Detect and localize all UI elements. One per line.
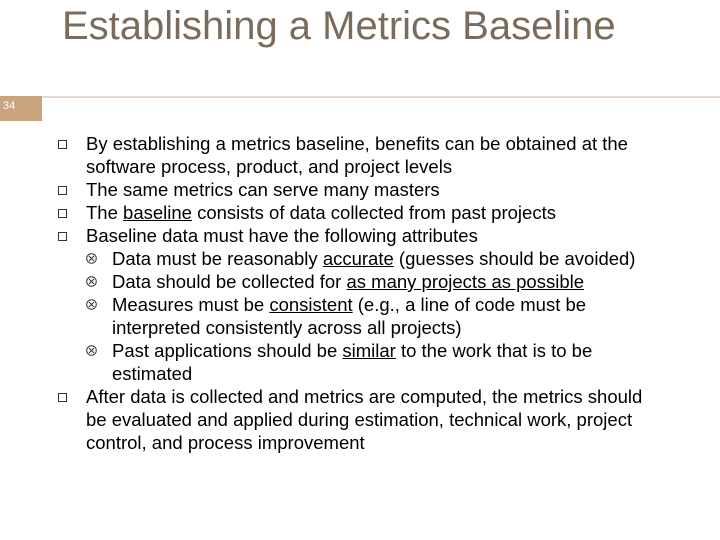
bullet-text-post: consists of data collected from past projects [191, 202, 556, 223]
bullet-text: Baseline data must have the following attributes [86, 225, 478, 246]
bullet-text: After data is collected and metrics are computed, the metrics should be evaluated and applied during estimation, technical work, project control, and process improvement [86, 386, 643, 453]
sub-bullet-text-post: to the work that is to be estimated [112, 340, 593, 384]
sub-list-item [58, 293, 658, 339]
bullet-text: The same metrics can serve many masters [86, 179, 440, 200]
circled-cross-bullet-icon [86, 299, 97, 310]
sub-bullet-text-underlined: similar [342, 340, 396, 361]
bullet-text-pre: The [86, 202, 124, 223]
title-divider [42, 96, 720, 98]
sub-bullet-text-pre: Data should be collected for [112, 271, 347, 292]
square-bullet-icon [58, 232, 67, 241]
list-item [58, 224, 658, 247]
sub-bullet-text-pre: Measures must be [112, 294, 270, 315]
sub-bullet-text-pre: Data must be reasonably [112, 248, 323, 269]
slide-number: 34 [3, 100, 16, 112]
square-bullet-icon [58, 186, 67, 195]
list-item [58, 201, 658, 224]
bullet-text: By establishing a metrics baseline, benefits can be obtained at the software process, product, and project levels [86, 133, 628, 177]
sub-list-item [58, 247, 658, 270]
circled-cross-bullet-icon [86, 253, 97, 264]
list-item [58, 385, 658, 454]
square-bullet-icon [58, 209, 67, 218]
sub-list-item [58, 270, 658, 293]
square-bullet-icon [58, 140, 67, 149]
square-bullet-icon [58, 393, 67, 402]
bullet-text-underlined: baseline [123, 202, 192, 223]
sub-bullet-text-post: (guesses should be avoided) [393, 248, 636, 269]
sub-bullet-text-underlined: consistent [269, 294, 353, 315]
sub-list-item [58, 339, 658, 385]
slide-title: Establishing a Metrics Baseline [62, 4, 616, 48]
circled-cross-bullet-icon [86, 276, 97, 287]
list-item [58, 132, 658, 178]
sub-bullet-text-underlined: as many projects as possible [346, 271, 585, 292]
sub-bullet-text-underlined: accurate [322, 248, 394, 269]
sub-bullet-text-post: (e.g., a line of code must be interpreted consistently across all projects) [112, 294, 587, 338]
sub-bullet-text-pre: Past applications should be [112, 340, 343, 361]
list-item [58, 178, 658, 201]
circled-cross-bullet-icon [86, 345, 97, 356]
bullet-list [58, 132, 658, 454]
